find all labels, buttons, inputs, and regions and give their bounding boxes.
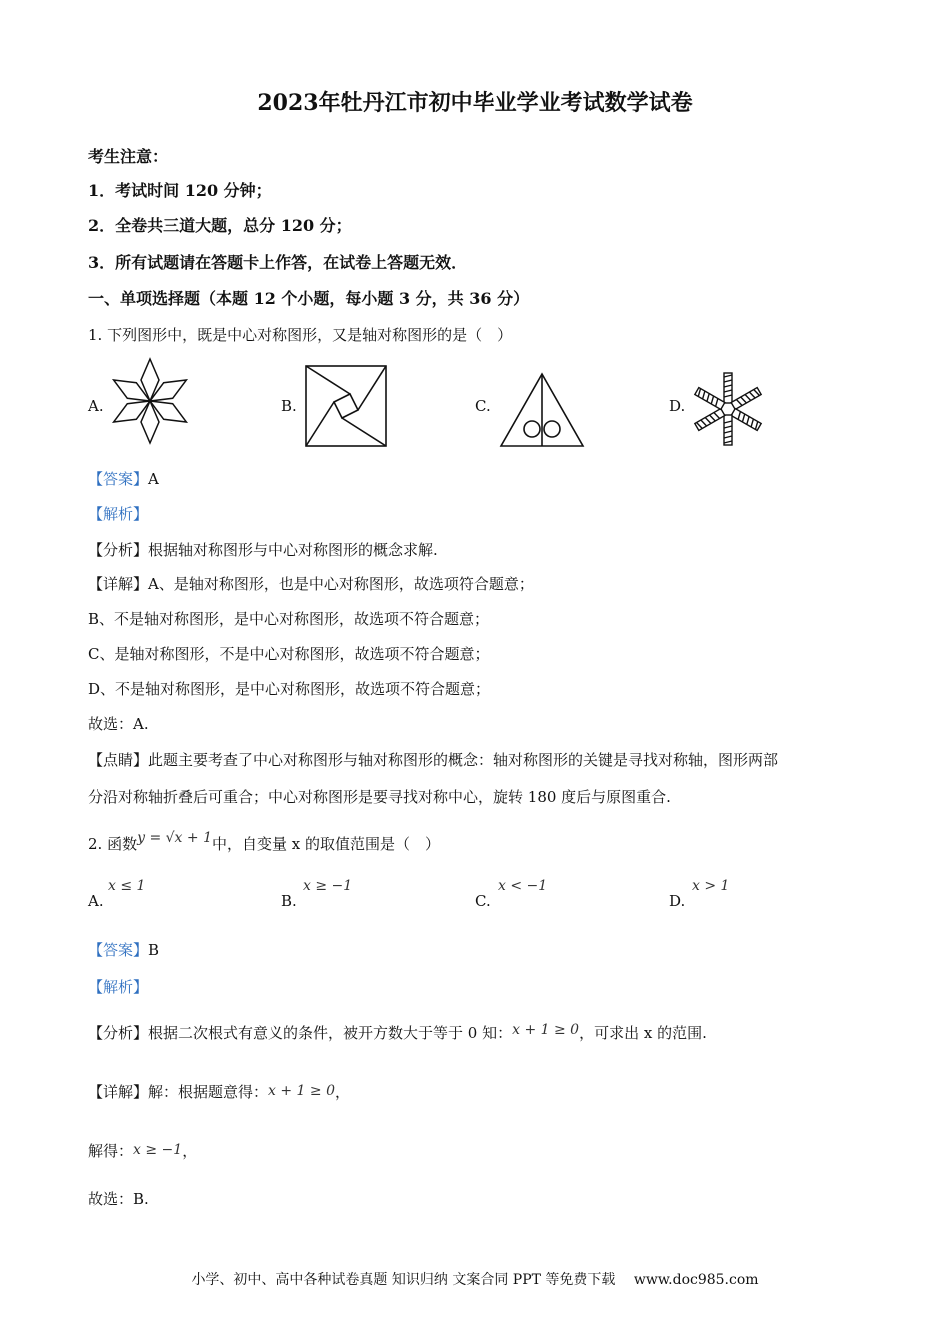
dianjing-text: 此题主要考查了中心对称图形与轴对称图形的概念：轴对称图形的关键是寻找对称轴，图形两部 [148,751,779,769]
fenxi-text: 根据二次根式有意义的条件，被开方数大于等于 0 知： [148,1024,513,1042]
conclusion-line: 故选：B. [88,1190,149,1208]
option-d-label: D. [669,892,686,910]
explanation-line: B、不是轴对称图形，是中心对称图形，故选项不符合题意； [88,610,490,628]
analysis-tag: 【解析】 [88,505,149,523]
option-a-math: x ≤ 1 [108,878,146,894]
answer-line [88,939,159,960]
option-b-label: B. [281,892,297,910]
fenxi-math: x + 1 ≥ 0 [512,1022,580,1038]
option-c-label: C. [475,892,491,910]
solution-line [88,1140,197,1161]
xiangjie-line [88,573,534,594]
answer-tag: 【答案】 [88,941,149,959]
option-a-label: A. [88,397,104,415]
question-1-stem: 1. 下列图形中，既是中心对称图形，又是轴对称图形的是（ ） [88,326,513,344]
explanation-line: 故选：A. [88,715,149,733]
dianjing-tag: 【点睛】 [88,751,149,769]
option-d-label: D. [669,397,686,415]
dianjing-line-2: 分沿对称轴折叠后可重合；中心对称图形是要寻找对称中心，旋转 180 度后与原图重合. [88,788,671,806]
triangle-two-circles-figure [499,372,585,450]
fenxi-suffix: ，可求出 x 的范围. [579,1024,707,1042]
explanation-line: D、不是轴对称图形，是中心对称图形，故选项不符合题意； [88,680,491,698]
option-c-label: C. [475,397,491,415]
question-2-stem [88,830,440,854]
notice-heading: 考生注意： [88,147,169,166]
fenxi-line [88,1022,707,1043]
xiangjie-line [88,1081,350,1102]
solution-math: x ≥ −1 [133,1142,183,1158]
analysis-tag: 【解析】 [88,978,149,996]
option-d-math: x > 1 [692,878,730,894]
fenxi-tag: 【分析】 [88,541,149,559]
stem-suffix: 中，自变量 x 的取值范围是（ ） [212,835,440,853]
xiangjie-text: A、是轴对称图形，也是中心对称图形，故选项符合题意； [148,575,534,593]
xiangjie-math: x + 1 ≥ 0 [268,1083,336,1099]
six-petal-star-figure [108,356,192,446]
option-b-label: B. [281,397,297,415]
function-formula: y = √x + 1 [137,830,212,846]
solution-prefix: 解得： [88,1142,134,1160]
footer-text: 小学、初中、高中各种试卷真题 知识归纳 文案合同 PPT 等免费下载 www.doc985.com [191,1272,759,1288]
xiangjie-text: 解：根据题意得： [148,1083,269,1101]
answer-line [88,468,159,489]
solution-suffix: ， [182,1142,198,1160]
xiangjie-tag: 【详解】 [88,575,149,593]
notice-item: 1．考试时间 120 分钟； [88,181,272,200]
fenxi-text: 根据轴对称图形与中心对称图形的概念求解. [148,541,438,559]
explanation-line: C、是轴对称图形，不是中心对称图形，故选项不符合题意； [88,645,490,663]
pinwheel-square-figure [304,364,388,448]
option-b-math: x ≥ −1 [303,878,353,894]
fenxi-tag: 【分析】 [88,1024,149,1042]
notice-item: 3．所有试题请在答题卡上作答，在试卷上答题无效． [88,253,468,272]
option-a-label: A. [88,892,104,910]
xiangjie-tag: 【详解】 [88,1083,149,1101]
xiangjie-suffix: ， [335,1083,351,1101]
dianjing-line [88,749,778,770]
answer-value: A [148,470,159,488]
fenxi-line [88,539,438,560]
notice-item: 2．全卷共三道大题，总分 120 分； [88,216,352,235]
answer-tag: 【答案】 [88,470,149,488]
hatched-asterisk-figure [692,370,764,448]
answer-value: B [148,941,160,959]
page-title: 2023年牡丹江市初中毕业学业考试数学试卷 [257,90,693,116]
option-c-math: x < −1 [498,878,548,894]
stem-prefix: 2. 函数 [88,835,138,853]
section-heading: 一、单项选择题（本题 12 个小题，每小题 3 分，共 36 分） [88,289,530,308]
